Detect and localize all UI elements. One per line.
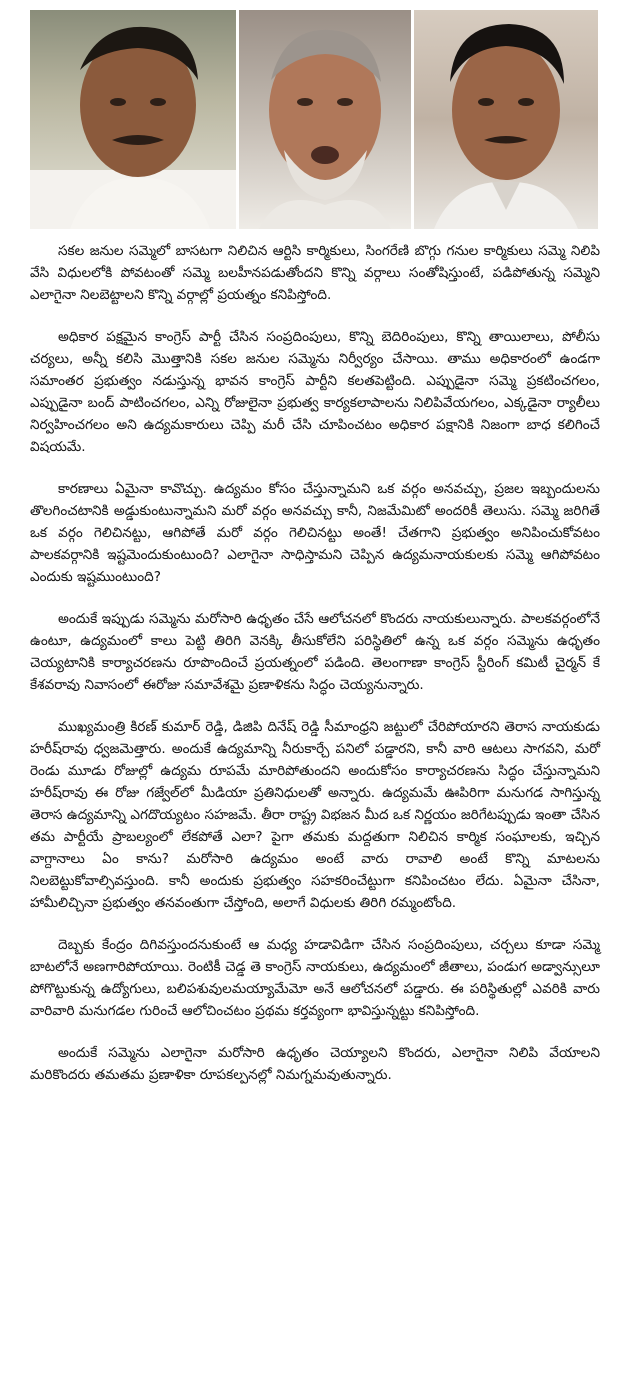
- paragraph-2: అధికార పక్షమైన కాంగ్రెస్ పార్టీ చేసిన సంప్రదింపులు, కొన్ని బెదిరింపులు, కొన్ని తాయిలాలు, పోలీసు చర్యలు, అన్నీ కలిసి మొత్తానికి సకల జనుల సమ్మెను నిర్వీర్యం చేసాయి. తాము అధికారంలో ఉండగా సమాంతర ప్రభుత్వం నడుస్తున్న భావన కాంగ్రెస్ పార్టీని కలతపెట్టింది. ఎప్పుడైనా సమ్మె ప్రకటించగలం, ఎప్పుడైనా బంద్ పాటించగలం, ఎన్ని రోజులైనా ప్రభుత్వ కార్యకలాపాలను నిలిపివేయగలం, ఎక్కడైనా ర్యాలీలు నిర్వహించగలం అని ఉద్యమకారులు చెప్పి మరీ చేసి చూపించటం అధికార పక్షానికి నిజంగా బాధ కలిగించే విషయమే.: [30, 329, 600, 455]
- paragraph-1: సకల జనుల సమ్మెలో బాసటగా నిలిచిన ఆర్టిసి కార్మికులు, సింగరేణి బొగ్గు గనుల కార్మికులు సమ్మె నిలిపి వేసి విధులలోకి పోవటంతో సమ్మె బలహీనపడుతోందని కొన్ని వర్గాలు సంతోషిస్తుంటే, పడిపోతున్న సమ్మెని ఎలాగైనా నిలబెట్టాలని కొన్ని వర్గాల్లో ప్రయత్నం కనిపిస్తోంది.: [30, 243, 600, 303]
- photo-strip: [30, 10, 598, 229]
- politician-portrait-3: [414, 10, 598, 229]
- paragraph-3: కారణాలు ఏమైనా కావొచ్చు. ఉద్యమం కోసం చేస్తున్నామని ఒక వర్గం అనవచ్చు, ప్రజల ఇబ్బందులను తొలగించటానికి అడ్డుకుంటున్నామని మరో వర్గం అనవచ్చు కానీ, నిజమేమిటో అందరికీ తెలుసు. సమ్మె జరిగితే ఒక వర్గం గెలిచినట్టు, ఆగిపోతే మరో వర్గం గెలిచినట్టు అంతే! చేతగాని ప్రభుత్వం అనిపించుకోవటం పాలకవర్గానికి ఇష్టమెందుకుంటుంది? ఎలాగైనా సాధిస్తామని చెప్పిన ఉద్యమనాయకులకు సమ్మె ఆగిపోవటం ఎందుకు ఇష్టముంటుంది?: [30, 481, 600, 585]
- politician-portrait-1: [30, 10, 236, 229]
- paragraph-6: దెబ్బకు కేంద్రం దిగివస్తుందనుకుంటే ఆ మధ్య హడావిడిగా చేసిన సంప్రదింపులు, చర్చలు కూడా సమ్మె బాటలోనే అణగారిపోయాయి. రెంటికీ చెడ్డ తె కాంగ్రెస్ నాయకులు, ఉద్యమంలో జీతాలు, పండుగ అడ్వాన్సులూ పోగొట్టుకున్న ఉద్యోగులు, బలిపశువులమయ్యామేమో అనే ఆలోచనలో పడ్డారు. ఈ పరిస్థితుల్లో ఎవరికి వారు వారివారి మనుగడల గురించే ఆలోచించటం ప్రథమ కర్తవ్యంగా భావిస్తున్నట్టు కనిపిస్తోంది.: [30, 937, 600, 1019]
- politician-portrait-2: [239, 10, 411, 229]
- paragraph-4: అందుకే ఇప్పుడు సమ్మెను మరోసారి ఉధృతం చేసే ఆలోచనలో కొందరు నాయకులున్నారు. పాలకవర్గంలోనే ఉంటూ, ఉద్యమంలో కాలు పెట్టి తిరిగి వెనక్కి తీసుకోలేని పరిస్థితిలో ఉన్న ఒక వర్గం సమ్మెను ఉధృతం చెయ్యటానికి కార్యాచరణను రూపొందించే ప్రయత్నంలో పడింది. తెలంగాణా కాంగ్రెస్ స్టీరింగ్ కమిటీ చైర్మన్ కే కేశవరావు నివాసంలో ఈరోజు సమావేశమై ప్రణాళికను సిద్ధం చెయ్యనున్నారు.: [30, 611, 600, 693]
- article-body: [30, 240, 600, 1106]
- portrait-3-icon: [414, 10, 598, 229]
- paragraph-5: ముఖ్యమంత్రి కిరణ్ కుమార్ రెడ్డి, డిజిపి దినేష్ రెడ్డి సీమాంధ్రని జట్టులో చేరిపోయారని తెరాస నాయకుడు హరీష్‌రావు ధ్వజమెత్తారు. అందుకే ఉద్యమాన్ని నీరుకార్చే పనిలో పడ్డారని, కానీ వారి ఆటలు సాగవని, మరో రెండు మూడు రోజుల్లో ఉద్యమ రూపమే మారిపోతుందని అందుకోసం కార్యాచరణను సిద్ధం చేస్తున్నామని హరీష్‌రావు ఈ రోజు గజ్వేల్‌లో మీడియా ప్రతినిధులతో అన్నారు. ఉద్యమమే ఊపిరిగా మనుగడ సాగిస్తున్న తెరాస ఉద్యమాన్ని ఎగదొయ్యటం సహజమే. తీరా రాష్ట్ర విభజన మీద ఒక నిర్ణయం జరిగేటప్పుడు ఇంతా చేసిన తమ పార్టీయే ప్రాబల్యంలో లేకపోతే ఎలా? పైగా తమకు మద్దతుగా నిలిచిన కార్మిక సంఘాలకు, ఇచ్చిన వాగ్దానాలు ఏం కాను? మరోసారి ఉద్యమం అంటే వారు రావాలి అంటే కొన్ని మాటలను నిలబెట్టుకోవాల్సివస్తుంది. కానీ అందుకు ప్రభుత్వం సహకరించేట్టుగా కనిపించటం లేదు. ఏమైనా చేసినా, హామీలిచ్చినా ప్రభుత్వం తనవంతుగా చేస్తోంది, అలాగే విధులకు తిరిగి రమ్మంటోంది.: [30, 719, 600, 911]
- portrait-1-icon: [30, 10, 236, 229]
- portrait-2-icon: [239, 10, 411, 229]
- paragraph-7: అందుకే సమ్మెను ఎలాగైనా మరోసారి ఉధృతం చెయ్యాలని కొందరు, ఎలాగైనా నిలిపి వేయాలని మరికొందరు తమతమ ప్రణాళికా రూపకల్పనల్లో నిమగ్నమవుతున్నారు.: [30, 1045, 600, 1083]
